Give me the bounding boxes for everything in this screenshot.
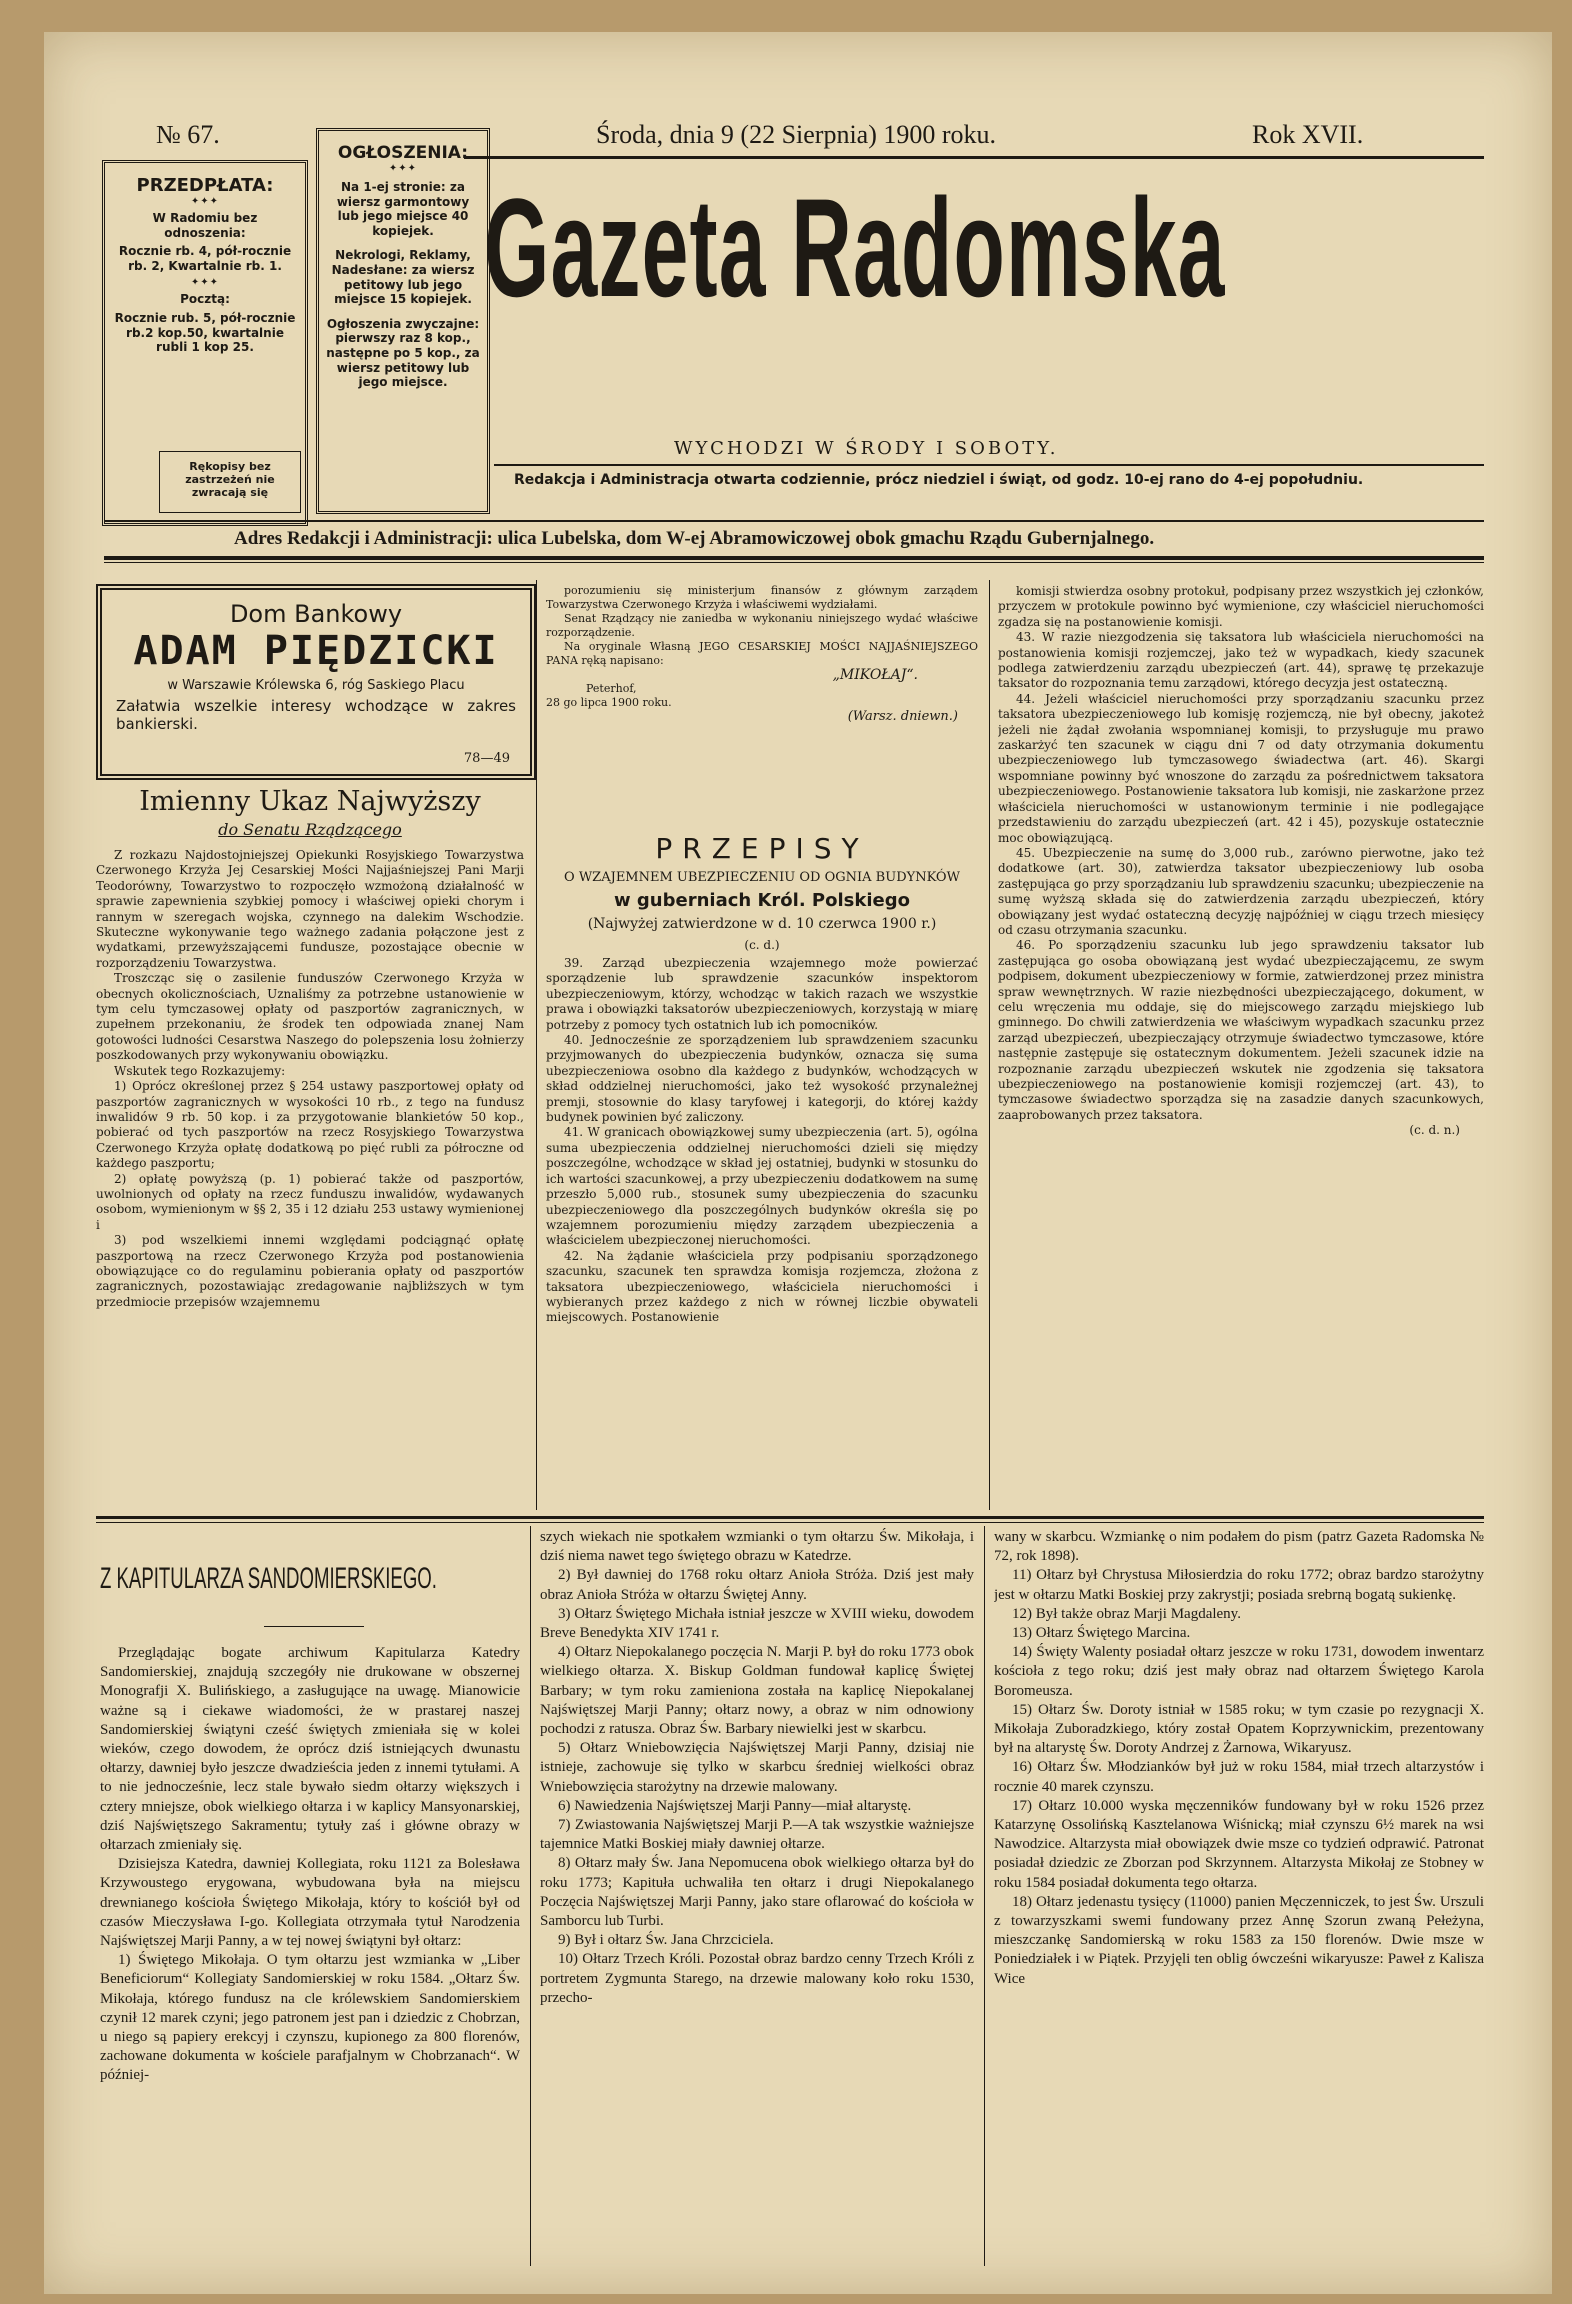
article-46: 46. Po sporządzeniu szacunku lub jego sprawdzeniu taksator lub zastępująca go osoba obowiązaną jest wydać ubezpieczającemu, ze swym podpisem, dokument ubezpieczeniowy w formie, zatwierdzonej przez ministra spraw wewnętrznych. W razie niezbędności ubezpieczającego, dokument, w celu wręczenia mu oddaje, się do miejscowego zarządu miejskiego lub gminnego. Do chwili zatwierdzenia we właściwym wypadkach szacunku przez zarząd ubezpieczeń, ubezpieczający otrzymuje świadectwo tymczasowe, które następnie zastępuje się ostatecznym dokumentem. Jeżeli szacunek idzie na rozpoznanie zarządu ubezpieczeń wskutek nie zgodzenia się taksatora ubezpieczeniowego na postanowienie komisji rozjemczej (art. 43), to tymczasowe świadectwo sporządza się na zasadzie danych szacunkowych, zaaprobowanych przez taksatora. <box>998 938 1484 1122</box>
altar-2: 2) Był dawniej do 1768 roku ołtarz Anioła Stróża. Dziś jest mały obraz Anioła Stróża w ołtarzu Świętej Anny. <box>540 1567 974 1603</box>
editorial-address: Adres Redakcji i Administracji: ulica Lubelska, dom W-ej Abramowiczowej obok gmachu Rządu Gubernjalnego. <box>234 528 1155 549</box>
ads-title: OGŁOSZENIA: <box>337 143 469 163</box>
section-divider <box>96 1516 1484 1519</box>
kapitularz-paragraph: szych wiekach nie spotkałem wzmianki o tym ołtarzu Św. Mikołaja, i dziś niema nawet tego świętego obrazu w Katedrze. <box>540 1529 974 1565</box>
article-42-cont: komisji stwierdza osobny protokuł, podpisany przez wszystkich jej członków, przyczem w protokule powinno być wymienione, czy właściciel nieruchomości zgadza się na postanowienie komisji. <box>998 584 1484 629</box>
address-rule-thin <box>104 562 1484 563</box>
subscription-local-label: W Radomiu bez odnoszenia: <box>152 211 258 240</box>
ad-bank-address: w Warszawie Królewska 6, róg Saskiego Placu <box>167 678 465 693</box>
altar-11: 11) Ołtarz był Chrystusa Miłosierdzia do roku 1772; obraz bardzo starożytny jest w ołtarzu Matki Boskiej przy zakrystji; posiada srebrną bogatą sukienkę. <box>994 1567 1484 1603</box>
column-divider <box>989 580 990 1510</box>
altar-12: 12) Był także obraz Marji Magdaleny. <box>1012 1605 1241 1622</box>
ukaz-paragraph: 2) opłatę powyższą (p. 1) pobierać także od paszportów, uwolnionych od opłaty na rzecz funduszu inwalidów, wydawanych osobom, wymienionym w §§ 2, 35 i 12 działu 253 ustawy wymienionej i <box>96 1171 524 1232</box>
ads-ordinary: Ogłoszenia zwyczajne: pierwszy raz 8 kop., następne po 5 kop., za wiersz petitowy lub jego miejsce. <box>326 316 480 390</box>
manuscripts-note-box <box>159 451 301 513</box>
altar-18: 18) Ołtarz jedenastu tysięcy (11000) panien Męczenniczek, to jest Św. Urszuli z towarzyszkami swemi fundowany przez Annę Szorun zwaną Pełeżyna, mieszczankę Sandomierską w roku 1583 za 150 florenów. Dwie msze w Poniedziałek i w Piątek. Przyjęli ten oblig ówcześni wikaryusze: Paweł z Kalisza Wice <box>994 1893 1484 1987</box>
article-40: 40. Jednocześnie ze sporządzeniem lub sprawdzeniem szacunku przyjmowanych do ubezpieczenia budynków, oznacza się suma ubezpieczeniowa osobno dla każdego z budynków, wchodzących w skład oddzielnej nieruchomości, jako też wysokość przynależnej premji, stosownie do klasy taryfowej i kategorji, do której każdy budynek powinien być zaliczony. <box>546 1033 978 1125</box>
newspaper-subtitle: WYCHODZI W ŚRODY I SOBOTY. <box>674 438 1059 459</box>
ornament: ✦✦✦ <box>190 196 220 207</box>
altar-17: 17) Ołtarz 10.000 wyska męczenników fundowany był w roku 1526 przez Katarzynę Ossolińską Kasztelanowa Wiśnicką; miał czynszu 6½ marek na wsi Nawodzice. Altarzysta miał obowiązek dwie msze co tydzień odprawić. Patronat posiadał dziedzic ze Zborzan pod Skrzynnem. Altarzysta Mikołaj ze Stobney w roku 1584 posiadał dokumenta tego ołtarza. <box>994 1797 1484 1891</box>
address-rule-bottom <box>104 556 1484 560</box>
altar-14: 14) Święty Walenty posiadał ołtarz jeszcze w roku 1731, dowodem inwentarz kościoła z tego roku; dziś jest mały obraz nad ołtarzem Świętego Karola Boromeusza. <box>994 1644 1484 1699</box>
article-43: 43. W razie niezgodzenia się taksatora lub właściciela nieruchomości na postanowienia komisji rozjemczej, jako też w wypadkach, kiedy szacunek podlega zatwierdzeniu zarządu ubezpieczeń (art. 44), sprawę tę przekazuje taksator do rozpoznania temu zarządowi, którego decyzja jest ostateczną. <box>998 630 1484 691</box>
ukaz-subtitle: do Senatu Rządzącego <box>218 820 402 839</box>
kapitularz-text-col3 <box>994 1528 1484 2266</box>
altar-9: 9) Był i ołtarz Św. Jana Chrzciciela. <box>558 1932 774 1949</box>
article-44: 44. Jeżeli właściciel nieruchomości przy sporządzaniu szacunku przez taksatora ubezpieczeniowego lub komisję rozjemczą, nie był obecny, jakoteż jeżeli nie żądał zwołania wspomnianej komisji, to przysługuje mu prawo zaskarżyć ten szacunek w ciągu dni 7 od daty otrzymania dokumentu ubezpieczeniowego lub tymczasowego świadectwa (art. 46). Skargi wspomniane powinny być wnoszone do zarządu za pośrednictwem taksatora ubezpieczeniowego. Postanowienie taksatora lub komisji, nie zaskarżone przez właściciela nieruchomości w ustanowionym terminie i nie podlegające przedstawieniu do zarządu ubezpieczeń (art. 42 i 45), pozyskuje ostatecznie moc obowiązującą. <box>998 691 1484 845</box>
altar-8: 8) Ołtarz mały Św. Jana Nepomucena obok wielkiego ołtarza był do roku 1773; Kapituła uchwaliła ten ołtarz i drugi Niepokalanego Poczęcia Najświętszej Marji Panny, jako stare oflarować do kościoła w Samborcu lub Turbi. <box>540 1855 974 1930</box>
ornament: ✦✦✦ <box>190 277 220 289</box>
ornament: ✦✦✦ <box>388 163 418 174</box>
ukaz-source: (Warsz. dniewn.) <box>847 709 958 724</box>
altar-4: 4) Ołtarz Niepokalanego poczęcia N. Marji P. był do roku 1773 obok wielkiego ołtarza. X. Biskup Goldman fundował kaplicę Świętej Barbary; w tym roku zamieniona została na kaplicę Niepokalanej Najświętszej Marji Panny; ołtarz nowy, a obraz w nim odnowiony pochodzi z ratusza. Obraz Św. Barbary niewielki jest w skarbcu. <box>540 1644 974 1738</box>
ukaz-paragraph: porozumieniu się ministerjum finansów z głównym zarządem Towarzystwa Czerwonego Krzyża i właściwemi wydziałami. <box>546 584 978 611</box>
masthead-rule <box>464 156 1484 159</box>
issue-year: Rok XVII. <box>1252 120 1364 149</box>
subscription-title: PRZEDPŁATA: <box>136 175 274 196</box>
subscription-local-prices: Rocznie rb. 4, pół-rocznie rb. 2, Kwartalnie rb. 1. <box>118 244 292 273</box>
kapitularz-title: Z KAPITULARZA SANDOMIERSKIEGO. <box>100 1562 437 1595</box>
przepisy-approval: (Najwyżej zatwierdzone w d. 10 czerwca 1900 r.) <box>587 916 937 932</box>
ads-obituaries: Nekrologi, Reklamy, Nadesłane: za wiersz petitowy lub jego miejsce 15 kopiejek. <box>331 248 475 307</box>
altar-5: 5) Ołtarz Wniebowzięcia Najświętszej Marji Panny, dzisiaj nie istnieje, zachowuje się tylko w skarbcu średniej wielkości obraz Wniebowzięcia starożytny na drzewie malowany. <box>540 1740 974 1795</box>
subtitle-rule <box>494 464 1484 466</box>
przepisy-cont-marker: (c. d.) <box>744 938 780 952</box>
bank-advertisement <box>96 584 536 780</box>
ukaz-text <box>96 848 524 1508</box>
ukaz-continuation <box>546 584 978 824</box>
column-divider <box>530 1526 531 2266</box>
newspaper-title: Gazeta Radomska <box>484 169 1226 326</box>
article-42: 42. Na żądanie właściciela przy podpisaniu sporządzonego szacunku, szacunek ten sprawdza komisja rozjemcza, złożona z taksatora ubezpieczeniowego, właściciela nieruchomości i wybieranych przez każdego z nich w równej liczbie obywateli miejscowych. Postanowienie <box>546 1248 978 1325</box>
section-divider-thin <box>96 1522 1484 1523</box>
ads-front-page: Na 1-ej stronie: za wiersz garmontowy lub jego miejsce 40 kopiejek. <box>336 180 470 238</box>
address-rule-top <box>104 520 1484 522</box>
altar-3: 3) Ołtarz Świętego Michała istniał jeszcze w XVIII wieku, dowodem Breve Benedykta XIV 1741 r. <box>540 1605 974 1642</box>
przepisy-text <box>546 956 978 1508</box>
ukaz-paragraph: 3) pod wszelkiemi innemi względami podciągnąć opłatę paszportową na rzecz Czerwonego Krzyża pod postanowienia obowiązujące co do regulaminu pobierania opłaty od paszportów zagranicznych, pozostawiając zredagowanie najbliższych w tym przedmiocie przepisów wzajemnemu <box>96 1233 524 1309</box>
altar-15: 15) Ołtarz Św. Doroty istniał w 1585 roku; w tym czasie po rezygnacji X. Mikołaja Zuboradzkiego, który został Opatem Koprzywnickim, prezentowany był na altarystę Św. Doroty Andrzej z Żarnowa, Wikaryusz. <box>994 1701 1484 1757</box>
ukaz-title: Imienny Ukaz Najwyższy <box>139 786 481 817</box>
article-45: 45. Ubezpieczenie na sumę do 3,000 rub., zarówno pierwotne, jako też dodatkowe (art. 30), zatwierdza taksator ubezpieczeniowy lub osoba zastępująca go przy sporządzaniu lub sprawdzeniu szacunku; ubezpieczenie na sumę wyższą składa się do zatwierdzenia zarządu ubezpieczeń, który obowiązany jest wydać ostateczną decyzję najpóźniej w ciągu trzech miesięcy od czasu otrzymania szacunku. <box>998 845 1484 937</box>
altar-10: 10) Ołtarz Trzech Króli. Pozostał obraz bardzo cenny Trzech Króli z portretem Zygmunta Starego, na drzewie malowany koło roku 1530, przecho- <box>540 1951 974 2006</box>
kapitularz-paragraph: wany w skarbcu. Wzmiankę o nim podałem do pism (patrz Gazeta Radomska № 72, rok 1898). <box>994 1529 1484 1565</box>
ukaz-paragraph: Wskutek tego Rozkazujemy: <box>114 1063 286 1078</box>
kapitularz-paragraph: Przeglądając bogate archiwum Kapitularza Katedry Sandomierskiej, znajdują szczegóły nie drukowane w obszernej Monografji X. Bulińskiego, a zasługujące na uwagę. Mianowicie ważne są i ciekawe wiadomości, że w prastarej naszej Sandomierskiej świątyni cześć świętych zmieniała się w kolei wieków, czego dowodem, że oprócz dziś istniejących dwunastu ołtarzy, dawniej było jeszcze dwadzieścia jeden z innemi tytułami. A to nie jednocześnie, lecz stale bywało siedm ołtarzy większych i cztery mniejsze, obok wielkiego ołtarza i w kaplicy Mansyonarskiej, dziś Najświętszego Sakramentu; tytuły zaś i główne obrazy w ołtarzach zmieniały się. <box>100 1645 520 1854</box>
article-41: 41. W granicach obowiązkowej sumy ubezpieczenia (art. 5), ogólna suma ubezpieczenia oddzielnej nieruchomości dzieli się między poszczególne, wchodzące w skład jej ostatniej, budynki w stosunku do ich wartości szacunkowej, a przy ubezpieczeniu dodatkowem na sumę przeszło 5,000 rub., stosunek sumy ubezpieczenia do szacunku ubezpieczeniowego dla poszczególnych budynków określa się po wzajemnem porozumieniu między zarządem ubezpieczenia a właścicielem ubezpieczonej nieruchomości. <box>546 1125 978 1248</box>
subscription-box <box>102 160 308 526</box>
ukaz-paragraph: 1) Oprócz określonej przez § 254 ustawy paszportowej opłaty od paszportów zagranicznych w wysokości 10 rb., z tego na fundusz inwalidów 9 rb. 50 kop. i za przygotowanie blankietów 50 kop., pobierać od tych paszportów na rzecz Rosyjskiego Towarzystwa Czerwonego Krzyża opłatę dodatkową po pięć rubli za półroczne od każdego paszportu; <box>96 1079 524 1171</box>
ad-bank-name: ADAM PIĘDZICKI <box>133 628 499 674</box>
przepisy-title: PRZEPISY <box>655 832 869 865</box>
altar-13: 13) Ołtarz Świętego Marcina. <box>1012 1625 1191 1642</box>
ukaz-signature: „MIKOŁAJ“. <box>832 667 918 683</box>
ukaz-date: 28 go lipca 1900 roku. <box>546 696 672 709</box>
ukaz-paragraph: Na oryginale Własną JEGO CESARSKIEJ MOŚCI NAJJAŚNIEJSZEGO PANA ręką napisano: <box>546 640 978 667</box>
article-39: 39. Zarząd ubezpieczenia wzajemnego może powierzać sporządzenie lub sprawdzenie szacunków inspektorom ubezpieczeniowym, którzy, wchodząc w takich razach we wszystkie prawa i obowiązki taksatorów ubezpieczeniowych, korzystają w miarę potrzeby z pomocy tych ostatnich lub ich pomocników. <box>546 956 978 1032</box>
kapitularz-text <box>100 1644 520 2264</box>
kapitularz-paragraph: 1) Świętego Mikołaja. O tym ołtarzu jest wzmianka w „Liber Beneficiorum“ Kollegiaty Sandomierskiej w roku 1584. „Ołtarz Św. Mikołaja, którego fundusz na cle królewskiem Sandomierskiem czynił 12 marek czyni; jego patronem jest pan i dziedzic z Chobrzan, u niego są papiery erekcyj i czynszu, kupionego za 800 florenów, zachowane dokumenta w kościele parafjalnym w Chobrzanach“. W później- <box>100 1952 520 2084</box>
issue-date: Środa, dnia 9 (22 Sierpnia) 1900 roku. <box>596 120 997 149</box>
ukaz-paragraph: Troszcząc się o zasilenie funduszów Czerwonego Krzyża w obecnych okolicznościach, Uznaliśmy za potrzebne ustanowienie w tym celu tymczasowej opłaty od paszportów zagranicznych, w zupełnem przekonaniu, że środek ten odpowiada znanej Nam gotowości ludności Cesarstwa Naszego do polepszenia losu żołnierzy poszkodowanych przy wykonywaniu obowiązku. <box>96 971 524 1063</box>
ad-bank-label: Dom Bankowy <box>229 600 403 628</box>
ukaz-place: Peterhof, <box>586 682 637 695</box>
przepisy-continuation <box>998 584 1484 1484</box>
issue-number: № 67. <box>156 120 220 149</box>
ads-box <box>316 128 490 514</box>
altar-6: 6) Nawiedzenia Najświętszej Marji Panny—miał altarystę. <box>558 1797 912 1814</box>
przepisy-subtitle: O WZAJEMNEM UBEZPIECZENIU OD OGNIA BUDYNKÓW <box>564 870 960 885</box>
manuscripts-note: Rękopisy bez zastrzeżeń nie zwracają się <box>185 460 275 499</box>
ad-reference: 78—49 <box>463 751 510 766</box>
kapitularz-text-col2 <box>540 1528 974 2266</box>
ukaz-paragraph: Senat Rządzący nie zaniedba w wykonaniu niniejszego wydać właściwe rozporządzenie. <box>546 612 978 639</box>
ad-bank-services: Załatwia wszelkie interesy wchodzące w zakres bankierski. <box>116 697 516 733</box>
altar-16: 16) Ołtarz Św. Młodzianków był już w roku 1584, miał trzech altarzystów i rocznie 40 marek czynszu. <box>994 1759 1484 1795</box>
ukaz-paragraph: Z rozkazu Najdostojniejszej Opiekunki Rosyjskiego Towarzystwa Czerwonego Krzyża Jej Cesarskiej Mości Najjaśniejszej Pani Marji Teodorówny, Towarzystwo to rozpoczęło wzmożoną działalność w sprawie zapewnienia szybkiej pomocy i właściwej opieki chorym i rannym w szeregach wojska, czynnego na dalekim Wschodzie. Skuteczne wykonywanie tego ważnego zadania połączone jest z wydatkami, przewyższającemi fundusze, pozostające obecnie w rozporządzeniu Towarzystwa. <box>96 848 524 970</box>
kapitularz-paragraph: Dzisiejsza Katedra, dawniej Kollegiata, roku 1121 za Bolesława Krzywoustego erygowana, wybudowana była na miejscu drewnianego kościoła Świętego Mikołaja, który to kościół był od czasów Mieczysława I-go. Kollegiata otrzymała tytuł Narodzenia Najświętszej Marji Panny, a w tej nowej świątyni był ołtarz: <box>100 1856 520 1950</box>
newspaper-page <box>44 32 1552 2294</box>
altar-7: 7) Zwiastowania Najświętszej Marji P.—A tak wszystkie ważniejsze tajemnice Matki Boskiej miały dawniej ołtarze. <box>540 1817 974 1853</box>
subscription-post-label: Pocztą: <box>180 292 230 307</box>
to-be-continued: (c. d. n.) <box>1409 1123 1460 1138</box>
przepisy-region: w guberniach Król. Polskiego <box>614 890 910 911</box>
column-divider <box>536 580 537 1510</box>
office-hours: Redakcja i Administracja otwarta codziennie, prócz niedziel i świąt, od godz. 10-ej rano do 4-ej popołudniu. <box>514 472 1364 488</box>
subscription-post-prices: Rocznie rub. 5, pół-rocznie rb.2 kop.50, kwartalnie rubli 1 kop 25. <box>114 310 296 355</box>
column-divider <box>984 1526 985 2266</box>
title-flourish <box>264 1626 364 1627</box>
